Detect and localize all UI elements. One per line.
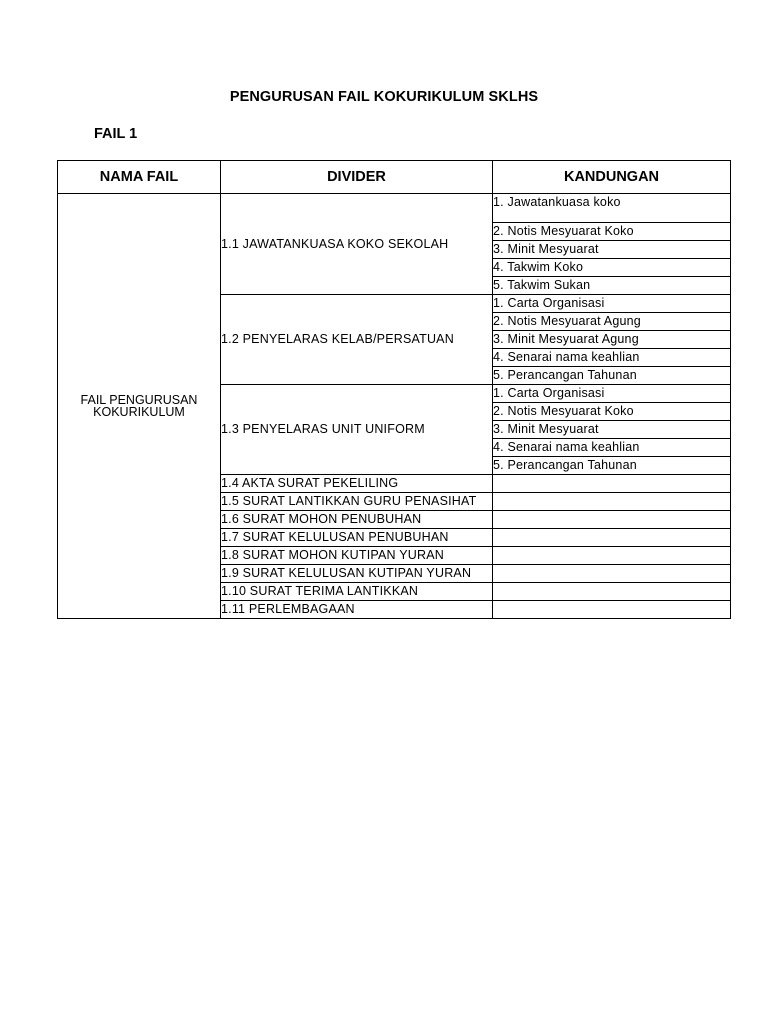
content-cell: 1. Jawatankuasa koko xyxy=(493,194,731,223)
content-cell: 5. Takwim Sukan xyxy=(493,277,731,295)
header-kandungan: KANDUNGAN xyxy=(493,161,731,194)
table-header-row xyxy=(58,161,731,194)
content-cell: 3. Minit Mesyuarat xyxy=(493,421,731,439)
content-cell: 2. Notis Mesyuarat Agung xyxy=(493,313,731,331)
content-cell-empty xyxy=(493,583,731,601)
content-cell-empty xyxy=(493,565,731,583)
table-row xyxy=(58,194,731,223)
content-cell-empty xyxy=(493,547,731,565)
file-management-table xyxy=(57,160,731,619)
content-cell: 3. Minit Mesyuarat Agung xyxy=(493,331,731,349)
nama-fail-cell xyxy=(58,194,221,619)
divider-cell: 1.1 JAWATANKUASA KOKO SEKOLAH xyxy=(221,194,493,295)
divider-cell: 1.3 PENYELARAS UNIT UNIFORM xyxy=(221,385,493,475)
content-cell: 2. Notis Mesyuarat Koko xyxy=(493,403,731,421)
content-cell: 1. Carta Organisasi xyxy=(493,295,731,313)
file-label: FAIL 1 xyxy=(94,126,138,142)
content-cell: 1. Carta Organisasi xyxy=(493,385,731,403)
divider-cell: 1.6 SURAT MOHON PENUBUHAN xyxy=(221,511,493,529)
document-title: PENGURUSAN FAIL KOKURIKULUM SKLHS xyxy=(229,89,539,105)
divider-cell: 1.2 PENYELARAS KELAB/PERSATUAN xyxy=(221,295,493,385)
header-nama-fail: NAMA FAIL xyxy=(58,161,221,194)
divider-cell: 1.4 AKTA SURAT PEKELILING xyxy=(221,475,493,493)
content-cell: 2. Notis Mesyuarat Koko xyxy=(493,223,731,241)
content-cell-empty xyxy=(493,529,731,547)
header-divider: DIVIDER xyxy=(221,161,493,194)
content-cell-empty xyxy=(493,511,731,529)
content-cell-empty xyxy=(493,475,731,493)
divider-cell: 1.7 SURAT KELULUSAN PENUBUHAN xyxy=(221,529,493,547)
content-cell: 4. Senarai nama keahlian xyxy=(493,349,731,367)
content-cell-empty xyxy=(493,601,731,619)
content-cell: 5. Perancangan Tahunan xyxy=(493,457,731,475)
content-cell: 4. Takwim Koko xyxy=(493,259,731,277)
content-cell: 3. Minit Mesyuarat xyxy=(493,241,731,259)
divider-cell: 1.8 SURAT MOHON KUTIPAN YURAN xyxy=(221,547,493,565)
divider-cell: 1.10 SURAT TERIMA LANTIKKAN xyxy=(221,583,493,601)
content-cell-empty xyxy=(493,493,731,511)
nama-fail-text: FAIL PENGURUSAN KOKURIKULUM xyxy=(80,392,198,419)
divider-cell: 1.11 PERLEMBAGAAN xyxy=(221,601,493,619)
divider-cell: 1.9 SURAT KELULUSAN KUTIPAN YURAN xyxy=(221,565,493,583)
content-cell: 4. Senarai nama keahlian xyxy=(493,439,731,457)
content-cell: 5. Perancangan Tahunan xyxy=(493,367,731,385)
divider-cell: 1.5 SURAT LANTIKKAN GURU PENASIHAT xyxy=(221,493,493,511)
